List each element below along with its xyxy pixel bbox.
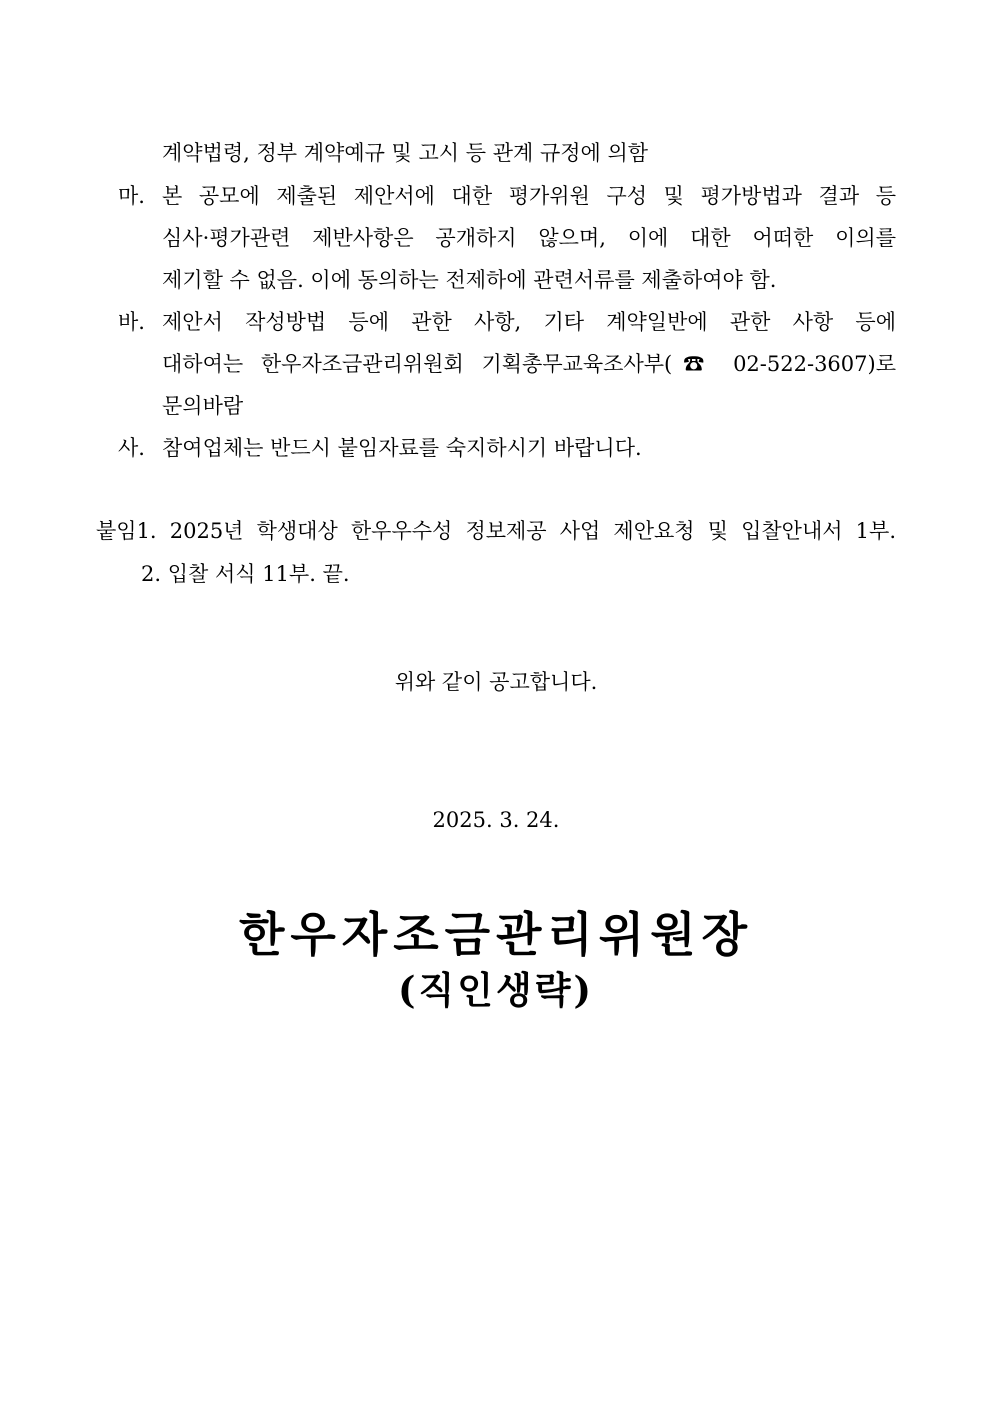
closing-date: 2025. 3. 24. — [432, 808, 560, 832]
item-sa-marker: 사. — [118, 436, 145, 460]
item-ba-line-1: 제안서 작성방법 등에 관한 사항, 기타 계약일반에 관한 사항 등에 — [162, 310, 896, 334]
item-ba-line-3: 문의바람 — [162, 394, 244, 418]
item-ma-line-2: 심사·평가관련 제반사항은 공개하지 않으며, 이에 대한 어떠한 이의를 — [162, 226, 896, 250]
attachment-line-2: 2. 입찰 서식 11부. 끝. — [141, 562, 350, 586]
item-ba-marker: 바. — [118, 310, 145, 334]
item-sa-line-1: 참여업체는 반드시 붙임자료를 숙지하시기 바랍니다. — [162, 436, 642, 460]
item-ba-line-2: 대하여는 한우자조금관리위원회 기획총무교육조사부(☎ 02-522-3607)로 — [162, 352, 896, 376]
continuation-line: 계약법령, 정부 계약예규 및 고시 등 관계 규정에 의함 — [162, 141, 649, 165]
seal-omitted-note: (직인생략) — [398, 968, 594, 1012]
issuer-name: 한우자조금관리위원장 — [238, 908, 754, 963]
attachment-line-1: 붙임1. 2025년 학생대상 한우우수성 정보제공 사업 제안요청 및 입찰안내서 1부. — [96, 519, 896, 543]
closing-statement: 위와 같이 공고합니다. — [394, 670, 598, 694]
item-ma-line-1: 본 공모에 제출된 제안서에 대한 평가위원 구성 및 평가방법과 결과 등 — [162, 184, 896, 208]
item-ma-marker: 마. — [118, 184, 145, 208]
item-ma-line-3: 제기할 수 없음. 이에 동의하는 전제하에 관련서류를 제출하여야 함. — [162, 268, 777, 292]
